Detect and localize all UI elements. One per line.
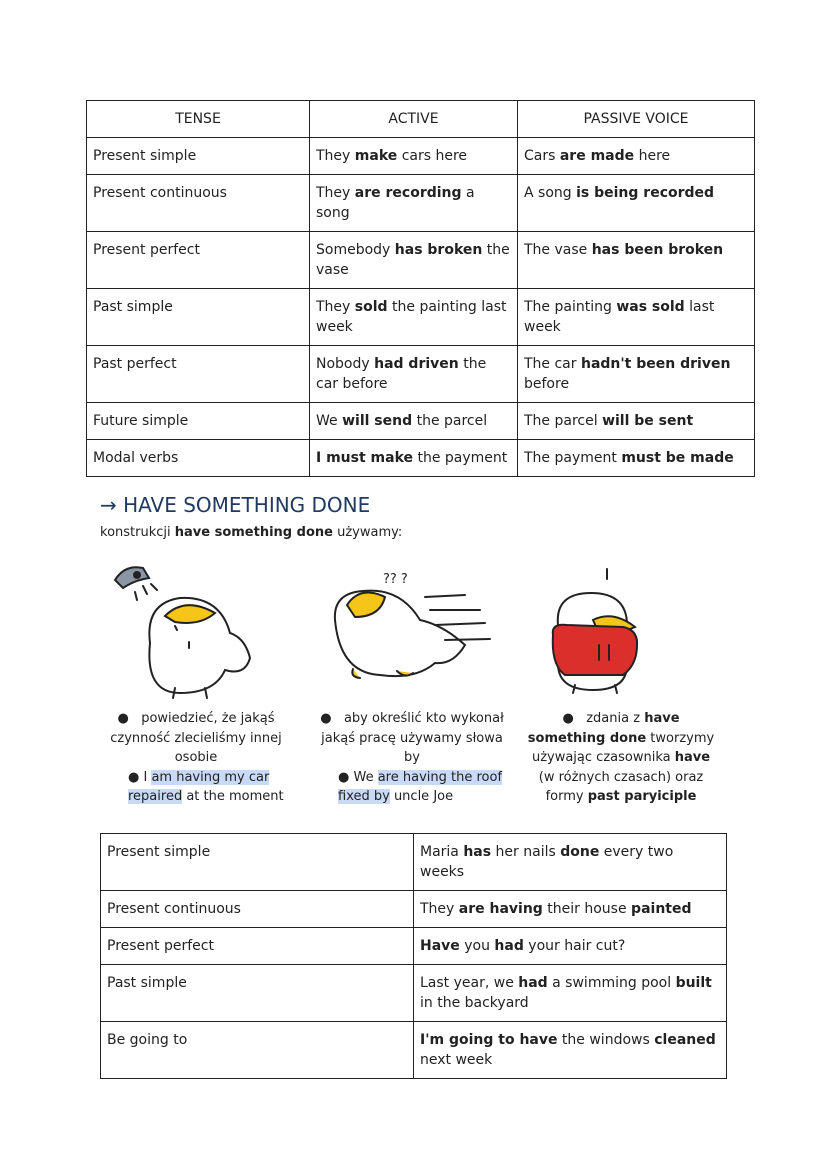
tense-cell: Be going to — [101, 1022, 414, 1079]
section-heading: → HAVE SOMETHING DONE — [100, 493, 371, 517]
duck-shower-illustration — [105, 558, 265, 703]
explanation-column-1 — [106, 709, 286, 807]
tense-cell: Present perfect — [87, 232, 310, 289]
bullet-text: aby określić kto wykonał jakąś pracę używamy słowa by — [321, 711, 504, 765]
duck-hoodie-illustration — [543, 565, 648, 700]
passive-cell: Cars are made here — [518, 138, 755, 175]
svg-text:?? ?: ?? ? — [383, 572, 408, 587]
active-cell: They make cars here — [310, 138, 518, 175]
bullet-item: ● zdania z have something done tworzymy używając czasownika have (w różnych czasach) oraz formy past paryiciple — [527, 711, 715, 804]
table-row — [87, 403, 755, 440]
passive-cell: A song is being recorded — [518, 175, 755, 232]
example-text: I am having my car repaired at the moment — [128, 769, 284, 804]
active-cell: They are recording a song — [310, 175, 518, 232]
tense-cell: Past simple — [101, 965, 414, 1022]
table-row — [87, 440, 755, 477]
header-tense: TENSE — [87, 101, 310, 138]
tense-cell: Past simple — [87, 289, 310, 346]
tense-cell: Modal verbs — [87, 440, 310, 477]
table-row — [87, 289, 755, 346]
passive-cell: The vase has been broken — [518, 232, 755, 289]
active-cell: They sold the painting last week — [310, 289, 518, 346]
passive-cell: The car hadn't been driven before — [518, 346, 755, 403]
duck-running-illustration — [325, 565, 495, 685]
passive-cell: The payment must be made — [518, 440, 755, 477]
table-row — [87, 346, 755, 403]
active-cell: Somebody has broken the vase — [310, 232, 518, 289]
passive-voice-table — [86, 100, 755, 477]
passive-cell: The painting was sold last week — [518, 289, 755, 346]
bullet-text: zdania z have something done tworzymy używając czasownika have (w różnych czasach) oraz formy past paryiciple — [527, 711, 715, 804]
table-row — [87, 175, 755, 232]
bullet-item: ● powiedzieć, że jakąś czynność zlecieliśmy innej osobie — [110, 711, 282, 765]
have-something-done-table — [100, 833, 727, 1079]
header-passive: PASSIVE VOICE — [518, 101, 755, 138]
header-active: ACTIVE — [310, 101, 518, 138]
active-cell: We will send the parcel — [310, 403, 518, 440]
table-row — [101, 928, 727, 965]
bullet-text: powiedzieć, że jakąś czynność zlecieliśmy innej osobie — [110, 711, 282, 765]
active-cell: I must make the payment — [310, 440, 518, 477]
tense-cell: Past perfect — [87, 346, 310, 403]
explanation-column-2 — [314, 709, 510, 807]
passive-cell: The parcel will be sent — [518, 403, 755, 440]
tense-cell: Present simple — [87, 138, 310, 175]
example-cell: I'm going to have the windows cleaned next week — [414, 1022, 727, 1079]
active-cell: Nobody had driven the car before — [310, 346, 518, 403]
table-row — [101, 834, 727, 891]
explanation-column-3 — [523, 709, 719, 807]
table-row — [87, 232, 755, 289]
example-cell: Last year, we had a swimming pool built in the backyard — [414, 965, 727, 1022]
table-row — [101, 891, 727, 928]
table-header-row — [87, 101, 755, 138]
example-cell: Maria has her nails done every two weeks — [414, 834, 727, 891]
tense-cell: Present perfect — [101, 928, 414, 965]
bullet-item: ● aby określić kto wykonał jakąś pracę używamy słowa by — [320, 711, 504, 765]
tense-cell: Future simple — [87, 403, 310, 440]
tense-cell: Present continuous — [101, 891, 414, 928]
table-row — [101, 1022, 727, 1079]
table-row — [101, 965, 727, 1022]
tense-cell: Present simple — [101, 834, 414, 891]
example-bullet: ● We are having the roof fixed by uncle Joe — [338, 769, 503, 804]
table-row — [87, 138, 755, 175]
example-cell: Have you had your hair cut? — [414, 928, 727, 965]
example-bullet: ● I am having my car repaired at the moment — [128, 769, 284, 804]
example-text: We are having the roof fixed by uncle Joe — [338, 769, 503, 804]
example-cell: They are having their house painted — [414, 891, 727, 928]
section-intro: konstrukcji have something done używamy: — [100, 525, 403, 540]
tense-cell: Present continuous — [87, 175, 310, 232]
